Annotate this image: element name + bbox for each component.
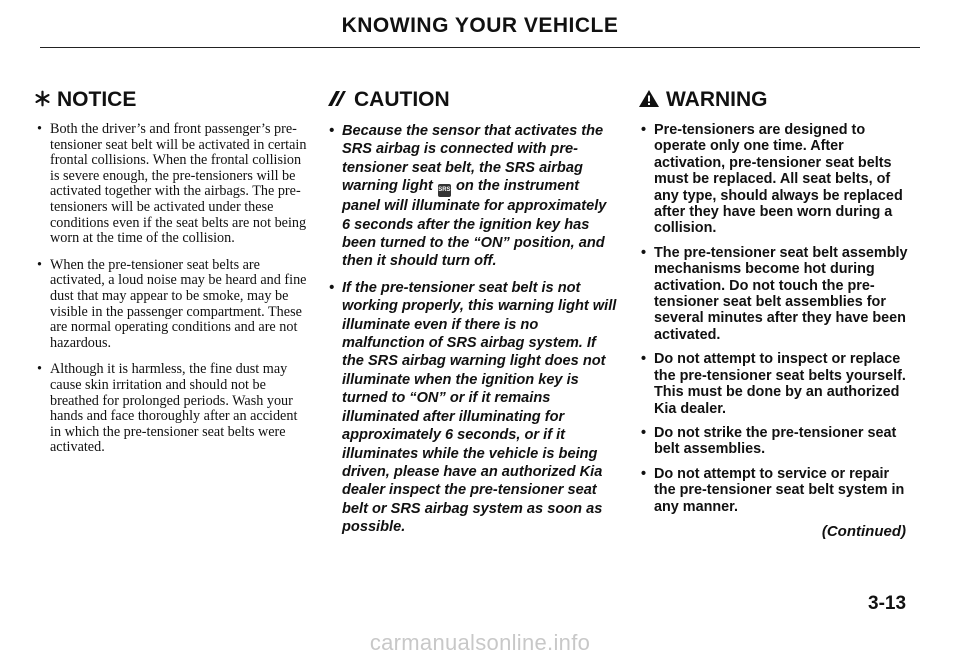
caution-heading — [326, 88, 618, 112]
notice-list — [34, 122, 310, 456]
notice-title: NOTICE — [57, 88, 137, 111]
list-item: • Do not strike the pre-tensioner seat belt assemblies. — [638, 425, 908, 458]
list-item: • Do not attempt to service or repair the pre-tensioner seat belt system in any manner. — [638, 466, 908, 515]
list-item: • Although it is harmless, the fine dust may cause skin irritation and should not be breathed for prolonged periods. Wash your hands and face thoroughly after an accident in which the pre-tensioner seat belts were activated. — [34, 362, 310, 456]
list-item: • The pre-tensioner seat belt assembly mechanisms become hot during activation. Do not touch the pre-tensioner seat belt assemblies for several minutes after they have been activated. — [638, 245, 908, 343]
caution-hand-icon — [326, 88, 348, 112]
warning-section — [638, 88, 908, 540]
warning-heading — [638, 88, 908, 112]
list-item: • When the pre-tensioner seat belts are activated, a loud noise may be heard and fine dust that may appear to be smoke, may be visible in the passenger compartment. These are normal operating conditions and are not hazardous. — [34, 258, 310, 352]
page-header: KNOWING YOUR VEHICLE — [341, 14, 619, 37]
asterisk-icon — [34, 90, 51, 111]
list-item: • Both the driver’s and front passenger’s pre-tensioner seat belt will be activated in certain frontal collisions. When the frontal collision is severe enough, the pre-tensioners will be activated together with the airbags. The pre-tensioners will be activated under these conditions even if the seat belts are not being worn at the time of the collision. — [34, 122, 310, 247]
watermark: carmanualsonline.info — [369, 630, 591, 655]
notice-heading — [34, 88, 310, 112]
warning-triangle-icon — [638, 89, 660, 112]
notice-section — [34, 88, 310, 467]
caution-text-part1: Because the sensor that activates the SRS airbag is connected with pre-tensioner seat belt, the SRS airbag warning light — [342, 123, 604, 195]
list-item — [326, 122, 618, 271]
airbag-warning-icon: SRS — [438, 184, 451, 197]
list-item: • If the pre-tensioner seat belt is not working properly, this warning light will illuminate even if there is no malfunction of SRS airbag system. If the SRS airbag warning light does not illuminate when the ignition key is turned to “ON” or if it remains illuminated after illuminating for approximately 6 seconds, or if it illuminates while the vehicle is being driven, please have an authorized Kia dealer inspect the pre-tensioner seat belt or SRS airbag system as soon as possible. — [326, 279, 618, 537]
list-item: • Do not attempt to inspect or replace the pre-tensioner seat belts yourself. This must be done by an authorized Kia dealer. — [638, 351, 908, 417]
continued-label: (Continued) — [821, 522, 906, 540]
header-rule — [40, 47, 920, 48]
caution-title: CAUTION — [354, 88, 450, 111]
caution-section — [326, 88, 618, 545]
list-item: • Pre-tensioners are designed to operate only one time. After activation, pre-tensioner seat belts must be replaced. All seat belts, of any type, should always be replaced after they have been worn during a collision. — [638, 122, 908, 237]
page-number: 3-13 — [868, 593, 907, 614]
warning-title: WARNING — [666, 88, 768, 111]
warning-list — [638, 122, 908, 515]
caution-list — [326, 122, 618, 537]
caution-text-part2: on the instrument panel will illuminate for approximately 6 seconds after the ignition key has been turned to the “ON” position, and then it should turn off. — [342, 178, 607, 270]
